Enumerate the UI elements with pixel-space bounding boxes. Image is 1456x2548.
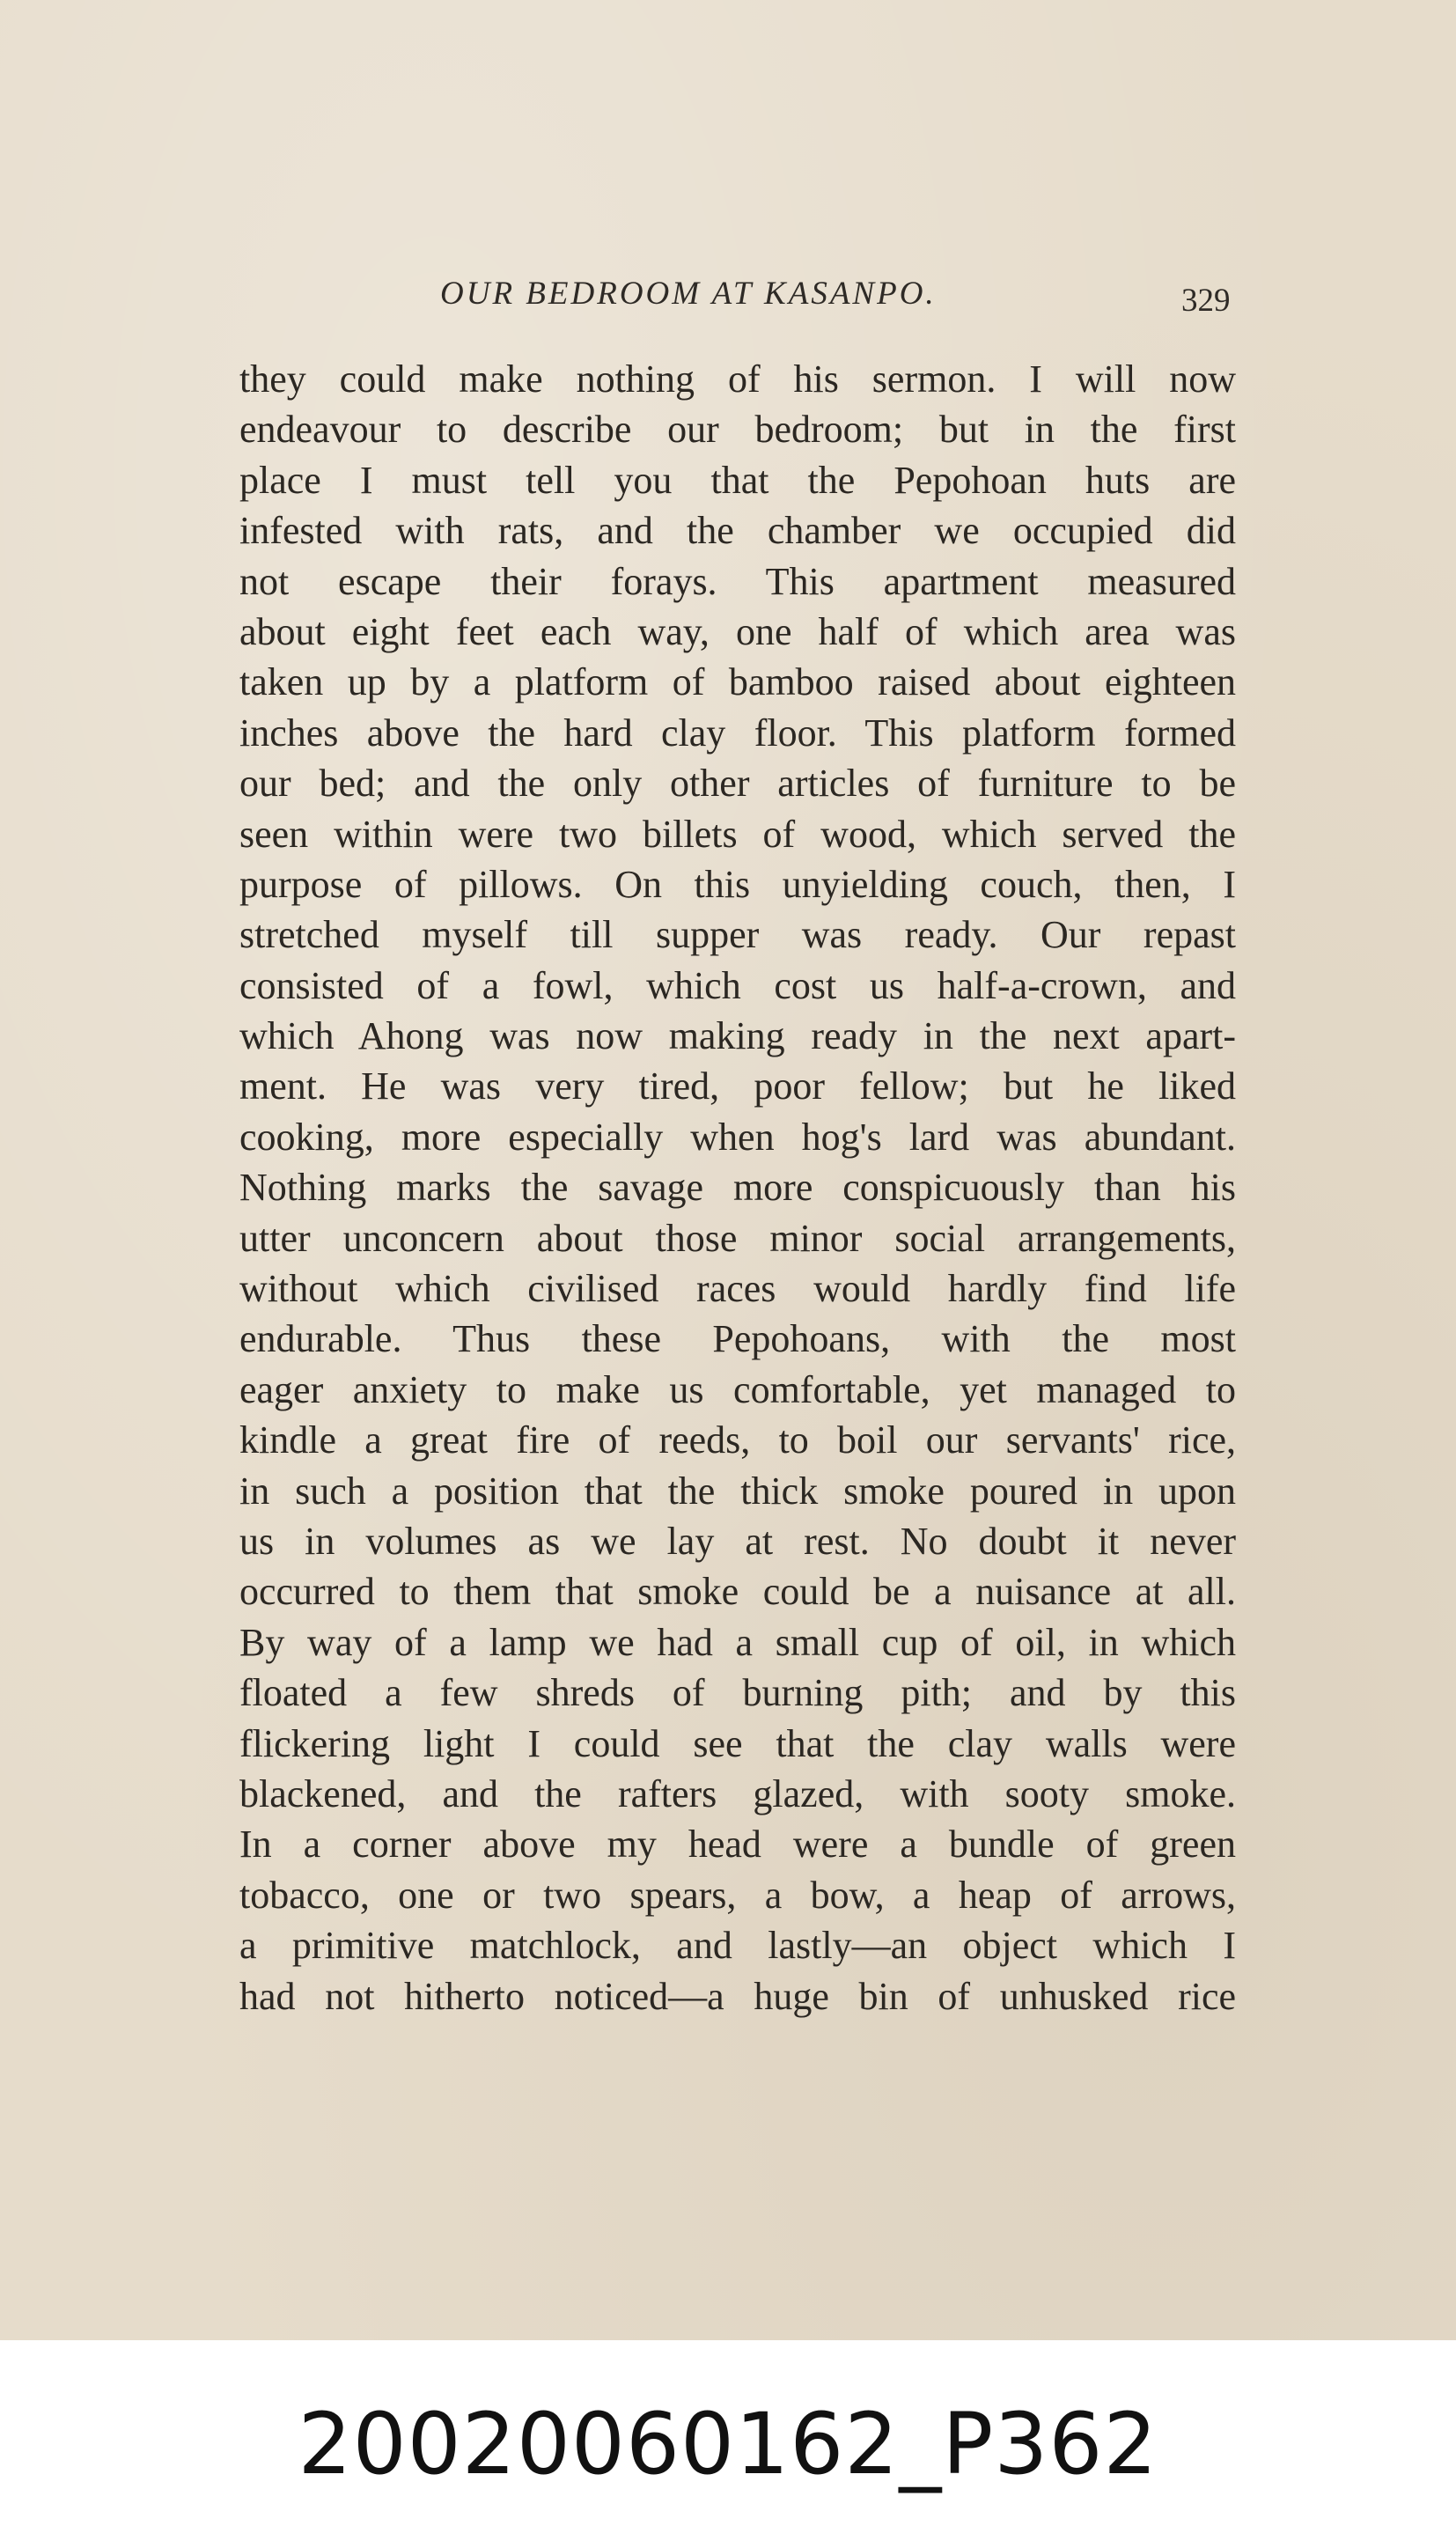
text-line: not escape their forays. This apartment measured bbox=[239, 559, 1236, 603]
body-text bbox=[239, 354, 1236, 2021]
text-line: utter unconcern about those minor social arrangements, bbox=[239, 1216, 1236, 1260]
text-line: purpose of pillows. On this unyielding couch, then, I bbox=[239, 862, 1236, 906]
text-line: blackened, and the rafters glazed, with sooty smoke. bbox=[239, 1771, 1236, 1815]
text-line: tobacco, one or two spears, a bow, a heap of arrows, bbox=[239, 1873, 1236, 1917]
text-line: a primitive matchlock, and lastly—an object which I bbox=[239, 1924, 1236, 1968]
text-line: which Ahong was now making ready in the next apart- bbox=[239, 1014, 1236, 1058]
text-line: infested with rats, and the chamber we occupied did bbox=[239, 509, 1236, 553]
page-number: 329 bbox=[1181, 283, 1231, 319]
text-line: flickering light I could see that the clay walls were bbox=[239, 1721, 1236, 1765]
text-line: in such a position that the thick smoke poured in upon bbox=[239, 1469, 1236, 1513]
text-line: occurred to them that smoke could be a nuisance at all. bbox=[239, 1570, 1236, 1614]
text-line: endurable. Thus these Pepohoans, with the most bbox=[239, 1317, 1236, 1361]
text-line: eager anxiety to make us comfortable, yet managed to bbox=[239, 1367, 1236, 1411]
text-line: us in volumes as we lay at rest. No doubt it never bbox=[239, 1519, 1236, 1563]
text-line: stretched myself till supper was ready. Our repast bbox=[239, 913, 1236, 957]
text-line: ment. He was very tired, poor fellow; but he liked bbox=[239, 1064, 1236, 1108]
text-line: consisted of a fowl, which cost us half-a-crown, and bbox=[239, 963, 1236, 1007]
text-line: taken up by a platform of bamboo raised about eighteen bbox=[239, 660, 1236, 704]
text-line: By way of a lamp we had a small cup of oil, in which bbox=[239, 1620, 1236, 1664]
text-line: our bed; and the only other articles of furniture to be bbox=[239, 762, 1236, 806]
text-line: kindle a great fire of reeds, to boil our servants' rice, bbox=[239, 1418, 1236, 1462]
text-line: floated a few shreds of burning pith; and by this bbox=[239, 1671, 1236, 1715]
text-line: place I must tell you that the Pepohoan huts are bbox=[239, 458, 1236, 502]
running-title: OUR BEDROOM AT KASANPO. bbox=[440, 276, 937, 312]
text-line: they could make nothing of his sermon. I will now bbox=[239, 357, 1236, 401]
text-line: In a corner above my head were a bundle of green bbox=[239, 1823, 1236, 1867]
text-line: seen within were two billets of wood, which served the bbox=[239, 812, 1236, 856]
text-line: cooking, more especially when hog's lard was abundant. bbox=[239, 1115, 1236, 1159]
catalog-id: 20020060162_P362 bbox=[298, 2395, 1158, 2493]
text-line: Nothing marks the savage more conspicuously than his bbox=[239, 1166, 1236, 1210]
text-line: without which civilised races would hardly find life bbox=[239, 1267, 1236, 1311]
text-line: endeavour to describe our bedroom; but in the first bbox=[239, 408, 1236, 452]
text-line: inches above the hard clay floor. This platform formed bbox=[239, 711, 1236, 755]
text-line: about eight feet each way, one half of which area was bbox=[239, 609, 1236, 653]
text-line: had not hitherto noticed—a huge bin of unhusked rice bbox=[239, 1974, 1236, 2018]
